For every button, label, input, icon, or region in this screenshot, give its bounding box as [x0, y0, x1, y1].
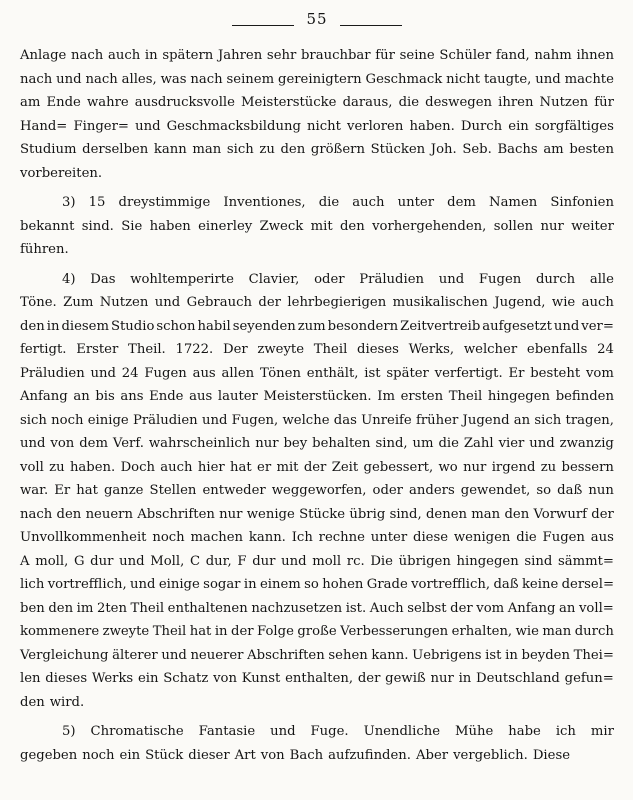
text-line: Anfang an bis ans Ende aus lauter Meisterstücken. Im ersten Theil hingegen befinden — [20, 389, 614, 404]
text-line: bekannt sind. Sie haben einerley Zweck mit den vorhergehenden, sollen nur weiter — [20, 218, 614, 234]
header-rule-left — [232, 25, 294, 26]
text-line: Präludien und 24 Fugen aus allen Tönen enthält, ist später verfertigt. Er besteht vom — [20, 365, 614, 381]
text-line: nach und nach alles, was nach seinem gereinigtern Geschmack nicht taugte, und machte — [20, 71, 614, 87]
text-line: 4) Das wohltemperirte Clavier, oder Präludien und Fugen durch alle — [62, 271, 614, 287]
text-line: Studium derselben kann man sich zu den größern Stücken Joh. Seb. Bachs am besten — [20, 142, 614, 157]
text-line: gegeben noch ein Stück dieser Art von Bach aufzufinden. Aber vergeblich. Diese — [20, 747, 571, 763]
text-line: len dieses Werks ein Schatz von Kunst enthalten, der gewiß nur in Deutschland gefun= — [20, 671, 614, 686]
text-line: Töne. Zum Nutzen und Gebrauch der lehrbegierigen musikalischen Jugend, wie auch — [20, 295, 614, 310]
text-line: Hand= Finger= und Geschmacksbildung nicht verloren haben. Durch ein sorgfältiges — [20, 118, 614, 134]
text-line: voll zu haben. Doch auch hier hat er mit der Zeit gebessert, wo nur irgend zu bessern — [20, 459, 614, 475]
text-line: Anlage nach auch in spätern Jahren sehr brauchbar für seine Schüler fand, nahm ihnen — [20, 48, 614, 63]
paragraph — [20, 191, 614, 262]
paragraph — [20, 44, 614, 185]
text-line: sich noch einige Präludien und Fugen, welche das Unreife früher Jugend an sich tragen, — [20, 412, 614, 428]
text-line: Unvollkommenheit noch machen kann. Ich rechne unter diese wenigen die Fugen aus — [20, 530, 614, 545]
text-line: den wird. — [20, 694, 85, 710]
text-line: nach den neuern Abschriften nur wenige Stücke übrig sind, denen man den Vorwurf der — [20, 506, 614, 522]
text-line: Vergleichung älterer und neuerer Abschriften sehen kann. Uebrigens ist in beyden Thei= — [20, 647, 614, 663]
page-body — [20, 44, 614, 767]
page-header — [0, 8, 633, 34]
text-line: den in diesem Studio schon habil seyenden zum besondern Zeitvertreib aufgesetzt und ver= — [20, 318, 614, 334]
text-line: lich vortrefflich, und einige sogar in einem so hohen Grade vortrefflich, daß keine dersel= — [20, 577, 614, 592]
text-line: 5) Chromatische Fantasie und Fuge. Unendliche Mühe habe ich mir — [62, 724, 614, 739]
paragraph — [20, 720, 614, 767]
text-line: führen. — [20, 242, 69, 257]
header-rule-right — [340, 25, 402, 26]
text-line: A moll, G dur und Moll, C dur, F dur und moll rc. Die übrigen hingegen sind sämmt= — [20, 553, 614, 569]
text-line: am Ende wahre ausdrucksvolle Meisterstücke daraus, die deswegen ihren Nutzen für — [20, 95, 614, 110]
text-line: war. Er hat ganze Stellen entweder weggeworfen, oder anders gewendet, so daß nun — [20, 483, 614, 498]
text-line: und von dem Verf. wahrscheinlich nur bey behalten sind, um die Zahl vier und zwanzig — [20, 436, 614, 451]
text-line: 3) 15 dreystimmige Inventiones, die auch unter dem Namen Sinfonien — [62, 195, 614, 210]
page-number: 55 — [306, 10, 328, 28]
text-line: vorbereiten. — [20, 165, 103, 181]
text-line: ben den im 2ten Theil enthaltenen nachzusetzen ist. Auch selbst der vom Anfang an voll= — [20, 600, 614, 616]
text-line: kommenere zweyte Theil hat in der Folge große Verbesserungen erhalten, wie man durch — [20, 624, 614, 639]
text-line: fertigt. Erster Theil. 1722. Der zweyte Theil dieses Werks, welcher ebenfalls 24 — [20, 342, 614, 357]
paragraph — [20, 268, 614, 715]
